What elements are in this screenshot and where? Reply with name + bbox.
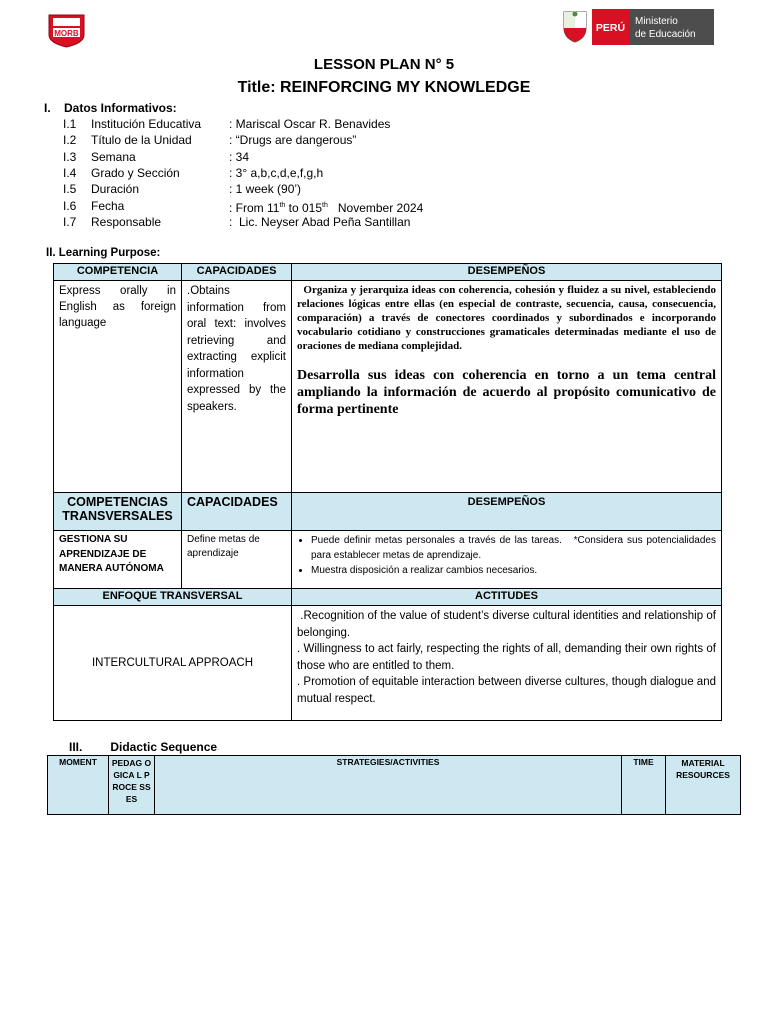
school-logo-text: MORB: [54, 29, 79, 38]
desempeno-text-1: Organiza y jerarquiza ideas con coherencia, cohesión y fluidez a su nivel, estableciendo relaciones lógicas entre ellas (en especial de contraste, secuencia, causa, consecuencia, comparación) a través de conectores coordinados y subordinados e incorporando vocabulario cotidiano y construcciones gramaticales determinadas mediante el uso de oraciones de mediana complejidad.: [297, 284, 719, 352]
info-value-date: : From 11th to 015th November 2024: [229, 201, 424, 215]
desempenos-cell: [292, 281, 722, 493]
section-title: Didactic Sequence: [110, 740, 218, 754]
desempeno-text-2: Desarrolla sus ideas con coherencia en torno a un tema central ampliando la información de acuerdo al propósito comunicativo de forma pertinente: [297, 368, 716, 417]
header-desempenos-transversales: DESEMPEÑOS: [292, 493, 722, 531]
info-value: : Lic. Neyser Abad Peña Santillan: [229, 215, 411, 229]
peru-coat-of-arms-icon: [564, 12, 586, 43]
peru-label: PERÚ: [595, 22, 626, 34]
info-label: Grado y Sección: [91, 166, 180, 180]
didactic-sequence-table: [47, 755, 741, 815]
info-code: I.2: [63, 133, 77, 147]
info-code: I.6: [63, 199, 77, 213]
didactic-sequence-heading: [69, 740, 217, 754]
list-item: • Muestra disposición a realizar cambios necesarios.: [311, 563, 716, 578]
school-logo: [47, 13, 86, 48]
info-label: Responsable: [91, 215, 162, 229]
header-time: TIME: [622, 756, 666, 815]
header-competencia: COMPETENCIA: [54, 264, 182, 281]
header-actitudes: ACTITUDES: [292, 589, 722, 606]
info-label: Semana: [91, 150, 136, 164]
header-desempenos: DESEMPEÑOS: [292, 264, 722, 281]
ministry-line2: de Educación: [635, 29, 696, 40]
header-moment: MOMENT: [48, 756, 109, 815]
section-number: I.: [44, 101, 51, 115]
trans-desempenos-cell: [292, 531, 722, 589]
section-title: Datos Informativos:: [64, 101, 177, 115]
enfoque-cell: INTERCULTURAL APPROACH: [54, 606, 292, 721]
section-informative-data-heading: [44, 101, 177, 115]
info-label: Institución Educativa: [91, 117, 202, 131]
info-code: I.7: [63, 215, 77, 229]
actitud-item: .Recognition of the value of student’s diverse cultural identities and relationship of belonging.: [297, 610, 720, 639]
trans-capacidad-cell: Define metas de aprendizaje: [182, 531, 292, 589]
capacidad-cell: .Obtains information from oral text: involves retrieving and extracting explicit information expressed by the speakers.: [182, 281, 292, 493]
actitud-item: . Promotion of equitable interaction between diverse cultures, though dialogue and mutual respect.: [297, 676, 716, 705]
header-pedagogical-processes: PEDAG OGICA L PROCE SSES: [109, 756, 155, 815]
lesson-plan-number: LESSON PLAN N° 5: [313, 56, 455, 73]
header-capacidades: CAPACIDADES: [182, 264, 292, 281]
info-code: I.3: [63, 150, 77, 164]
actitud-item: . Willingness to act fairly, respecting the rights of all, demanding their own rights of those who are entitled to them.: [297, 643, 716, 672]
info-code: I.1: [63, 117, 77, 131]
actitudes-cell: [292, 606, 722, 721]
info-code: I.4: [63, 166, 77, 180]
info-value: : Mariscal Oscar R. Benavides: [229, 117, 391, 131]
header-competencias-transversales: COMPETENCIAS TRANSVERSALES: [54, 493, 182, 531]
trans-competencia-cell: GESTIONA SU APRENDIZAJE DE MANERA AUTÓNOMA: [54, 531, 182, 589]
header-material-resources: MATERIAL RESOURCES: [666, 756, 741, 815]
learning-purpose-heading: II. Learning Purpose:: [46, 247, 161, 259]
info-value: : 3° a,b,c,d,e,f,g,h: [229, 166, 324, 180]
header-capacidades-transversales: CAPACIDADES: [182, 493, 292, 531]
info-label: Título de la Unidad: [91, 133, 192, 147]
header-strategies-activities: STRATEGIES/ACTIVITIES: [155, 756, 622, 815]
info-value: : 34: [229, 150, 250, 164]
lesson-plan-title: Title: REINFORCING MY KNOWLEDGE: [237, 79, 531, 96]
section-number: III.: [69, 740, 83, 754]
info-label: Duración: [91, 182, 140, 196]
info-code: I.5: [63, 182, 77, 196]
competencia-cell: Express orally in English as foreign language: [54, 281, 182, 493]
ministry-logo: [560, 8, 714, 46]
info-label: Fecha: [91, 199, 125, 213]
learning-purpose-table: [53, 263, 722, 721]
header-enfoque-transversal: ENFOQUE TRANSVERSAL: [54, 589, 292, 606]
info-value: : 1 week (90’): [229, 182, 302, 196]
ministry-line1: Ministerio: [635, 16, 678, 27]
info-value: : “Drugs are dangerous”: [229, 133, 357, 147]
list-item: • Puede definir metas personales a través de las tareas. *Considera sus potencialidades para establecer metas de aprendizaje.: [311, 533, 716, 563]
